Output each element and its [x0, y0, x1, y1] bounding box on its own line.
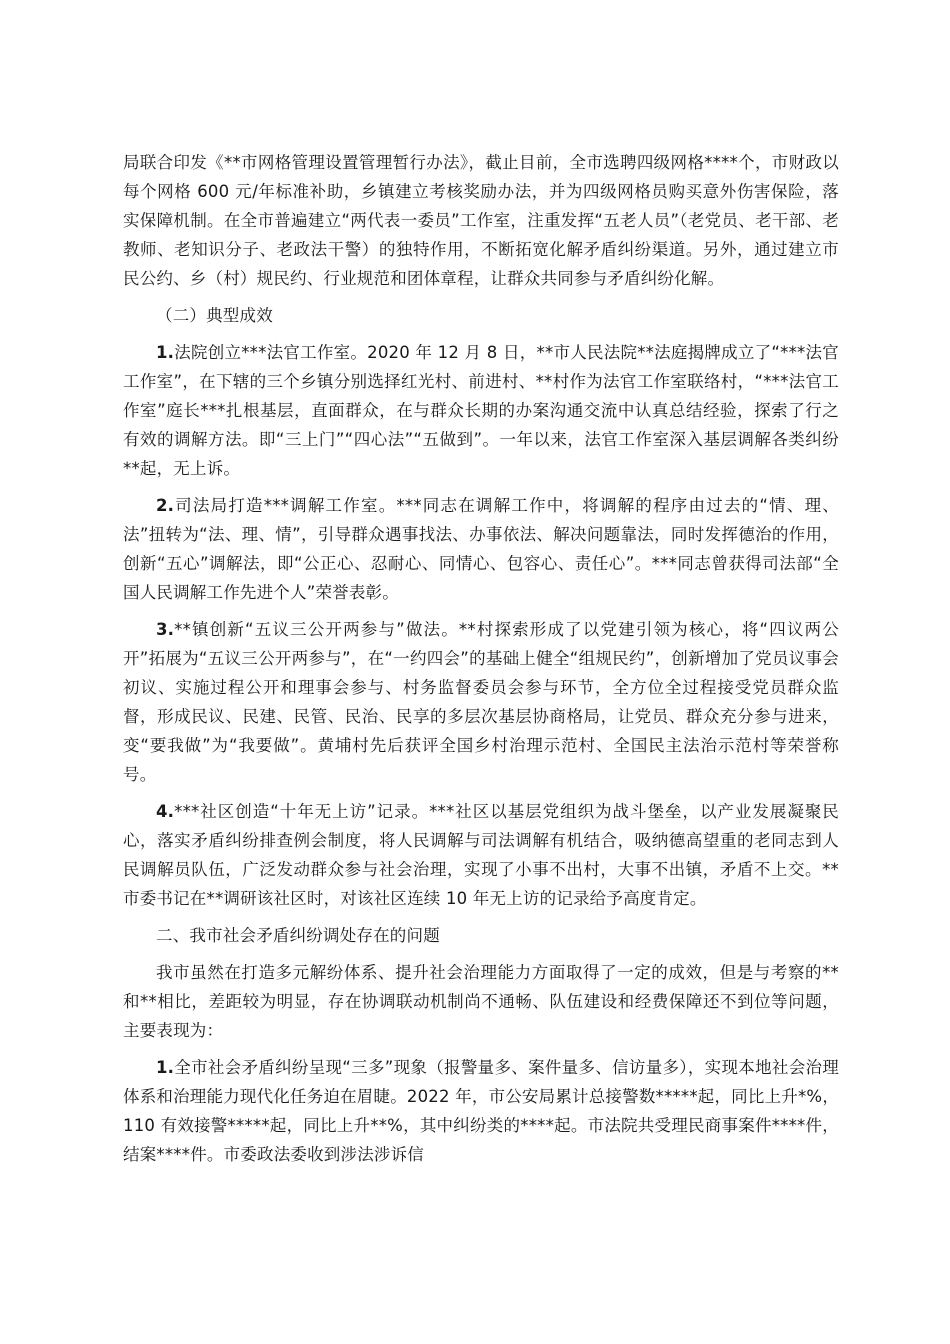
- paragraph-court-judge-studio: [123, 338, 839, 483]
- item-heading: ***社区创造“十年无上访”记录。: [174, 802, 430, 821]
- section-heading-problems: 二、我市社会矛盾纠纷调处存在的问题: [156, 926, 440, 945]
- item-number: 1.: [156, 1058, 175, 1077]
- item-number: 2.: [156, 496, 175, 515]
- item-body: 全市社会矛盾纠纷呈现“三多”现象（报警量多、案件量多、信访量多），实现本地社会治理体系和治理能力现代化任务迫在眉睫。2022 年，市公安局累计总接警数*****起，同比上升*%，110 有效接警*****起，同比上升**%，其中纠纷类的****起。市法院共受理民商事案件****件，结案****件。市委政法委收到涉法涉诉信: [123, 1058, 840, 1164]
- item-heading: **镇创新“五议三公开两参与”做法。: [174, 620, 459, 639]
- item-body: ***同志在调解工作中，将调解的程序由过去的“情、理、法”扭转为“法、理、情”，引导群众遇事找法、办事依法、解决问题靠法，同时发挥德治的作用，创新“五心”调解法，即“公正心、忍耐心、同情心、包容心、责任心”。***同志曾获得司法部“全国人民调解工作先进个人”荣誉表彰。: [123, 496, 839, 602]
- item-heading: 法院创立***法官工作室。: [174, 343, 368, 362]
- section-heading-typical-results: （二）典型成效: [156, 306, 273, 325]
- paragraph-problems-intro: 我市虽然在打造多元解纷体系、提升社会治理能力方面取得了一定的成效，但是与考察的**和**相比，差距较为明显，存在协调联动机制尚不通畅、队伍建设和经费保障还不到位等问题，主要表现为：: [123, 963, 839, 1040]
- item-number: 1.: [156, 343, 175, 362]
- item-body: 2020 年 12 月 8 日，**市人民法院**法庭揭牌成立了“***法官工作室”，在下辖的三个乡镇分别选择红光村、前进村、**村作为法官工作室联络村，“***法官工作室”庭长***扎根基层，直面群众，在与群众长期的办案沟通交流中认真总结经验，探索了行之有效的调解方法。即“三上门”“四心法”“五做到”。一年以来，法官工作室深入基层调解各类纠纷**起，无上诉。: [123, 343, 839, 478]
- paragraph-community-record: [123, 797, 839, 913]
- item-number: 3.: [156, 620, 175, 639]
- item-body: ***社区以基层党组织为战斗堡垒，以产业发展凝聚民心，落实矛盾纠纷排查例会制度，将人民调解与司法调解有机结合，吸纳德高望重的老同志到人民调解员队伍，广泛发动群众参与社会治理，实现了小事不出村，大事不出镇，矛盾不上交。**市委书记在**调研该社区时，对该社区连续 10 年无上访的记录给予高度肯定。: [123, 802, 840, 908]
- item-heading: 司法局打造***调解工作室。: [174, 496, 397, 515]
- item-body: **村探索形成了以党建引领为核心，将“四议两公开”拓展为“五议三公开两参与”，在“一约四会”的基础上健全“组规民约”，创新增加了党员议事会初议、实施过程公开和理事会参与、村务监督委员会参与环节，全方位全过程接受党员群众监督，形成民议、民建、民管、民治、民享的多层次基层协商格局，让党员、群众充分参与进来，变“要我做”为“我要做”。黄埔村先后获评全国乡村治理示范村、全国民主法治示范村等荣誉称号。: [123, 620, 839, 784]
- paragraph-town-innovation: [123, 615, 839, 789]
- paragraph-justice-mediation-studio: [123, 491, 839, 607]
- paragraph-grid-management: 局联合印发《**市网格管理设置管理暂行办法》，截止目前，全市选聘四级网格****个，市财政以每个网格 600 元/年标准补助，乡镇建立考核奖励办法，并为四级网格员购买意外伤害保险，落实保障机制。在全市普遍建立“两代表一委员”工作室，注重发挥“五老人员”（老党员、老干部、老教师、老知识分子、老政法干警）的独特作用，不断拓宽化解矛盾纠纷渠道。另外，通过建立市民公约、乡（村）规民约、行业规范和团体章程，让群众共同参与矛盾纠纷化解。: [123, 153, 839, 288]
- paragraph-three-more-phenomenon: [123, 1053, 839, 1169]
- item-number: 4.: [156, 802, 175, 821]
- document-page: [123, 148, 839, 1169]
